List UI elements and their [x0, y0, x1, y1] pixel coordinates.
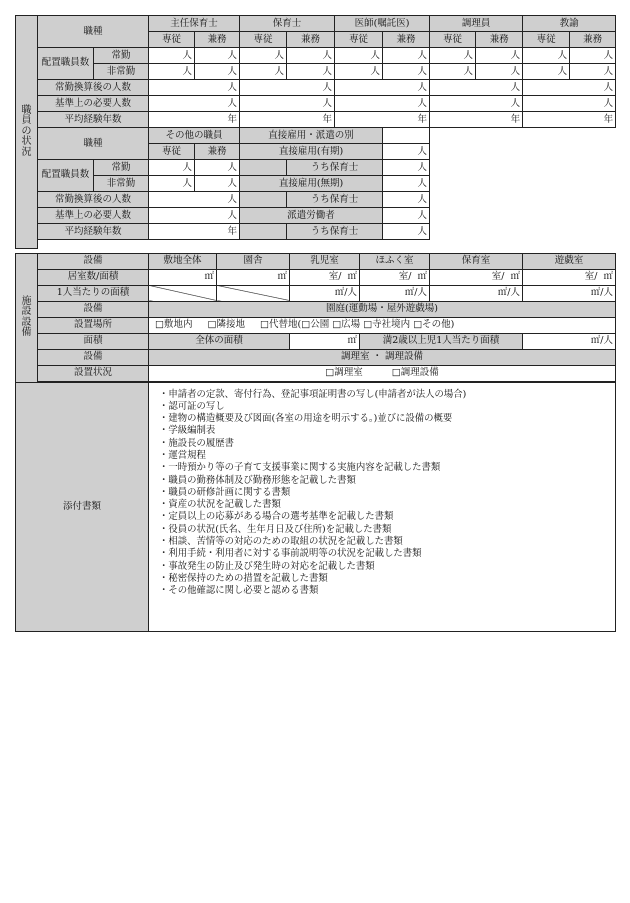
infant-room-header: 乳児室 [290, 253, 360, 269]
years-field[interactable]: 年 [430, 112, 523, 128]
indent-cell [240, 160, 287, 176]
indent-cell [240, 192, 287, 208]
attachment-item: ・ 建物の構造概要及び図面(各室の用途を明示する。)並びに設備の概要 [159, 413, 609, 425]
count-field[interactable]: 人 [383, 144, 430, 160]
area-field[interactable]: ㎡ [149, 269, 217, 285]
direct-unfixed-label: 直接雇用(無期) [240, 176, 383, 192]
rooms-area-field[interactable]: 室/ ㎡ [430, 269, 523, 285]
age2-area-label: 満2歳以上児1人当たり面積 [360, 333, 523, 349]
dual-duty-header: 兼務 [287, 32, 335, 48]
rooms-area-field[interactable]: 室/ ㎡ [360, 269, 430, 285]
attachment-item: ・ 資産の状況を記載した書類 [159, 499, 609, 511]
crawl-room-header: ほふく室 [360, 253, 430, 269]
area-label: 面積 [38, 333, 149, 349]
play-room-header: 遊戯室 [523, 253, 616, 269]
count-field[interactable]: 人 [383, 160, 430, 176]
direct-dispatch-header: 直接雇用・派遣の別 [240, 128, 383, 144]
count-field[interactable]: 人 [383, 64, 430, 80]
job-header: 医師(嘱託医) [335, 16, 430, 32]
attachment-item: ・ 利用手続・利用者に対する事前説明等の状況を記載した書類 [159, 548, 609, 560]
count-field[interactable]: 人 [476, 48, 523, 64]
checkbox-kitchen-equipment[interactable]: □調理設備 [391, 367, 439, 379]
count-field[interactable]: 人 [570, 48, 616, 64]
count-field[interactable]: 人 [430, 48, 476, 64]
per-person-field[interactable]: ㎡/人 [360, 285, 430, 301]
nursery-room-header: 保育室 [430, 253, 523, 269]
count-field[interactable]: 人 [523, 48, 570, 64]
fulltime-header: 専従 [430, 32, 476, 48]
attachment-item: ・ その他確認に関し必要と認める書類 [159, 585, 609, 597]
count-field[interactable]: 人 [430, 96, 523, 112]
attachment-item: ・ 相談、苦情等の対応のための取組の状況を記載した書類 [159, 536, 609, 548]
facility-section-label: 施 設 設 備 [16, 253, 38, 382]
per-person-field[interactable]: ㎡/人 [523, 285, 616, 301]
checkbox-kitchen-room[interactable]: □調理室 [325, 367, 363, 379]
count-field[interactable]: 人 [195, 48, 240, 64]
total-area-field[interactable]: ㎡ [290, 333, 360, 349]
count-field[interactable]: 人 [383, 224, 430, 240]
count-field[interactable]: 人 [383, 176, 430, 192]
kitchen-title: 調理室 ・ 調理設備 [149, 349, 616, 365]
count-field[interactable]: 人 [240, 96, 335, 112]
years-field[interactable]: 年 [149, 112, 240, 128]
count-field[interactable]: 人 [383, 48, 430, 64]
location-options [149, 317, 616, 333]
dual-duty-header: 兼務 [195, 32, 240, 48]
area-field[interactable]: ㎡ [217, 269, 290, 285]
application-sheet [15, 15, 615, 632]
count-field[interactable]: 人 [430, 80, 523, 96]
not-applicable-cell [149, 285, 217, 301]
count-field[interactable]: 人 [149, 176, 195, 192]
fulltime-header: 専従 [335, 32, 383, 48]
job-header: 保育士 [240, 16, 335, 32]
count-field[interactable]: 人 [570, 64, 616, 80]
count-field[interactable]: 人 [240, 80, 335, 96]
avg-years-label: 平均経験年数 [38, 112, 149, 128]
blank-area [430, 128, 616, 249]
count-field[interactable]: 人 [335, 48, 383, 64]
direct-fixed-label: 直接雇用(有期) [240, 144, 383, 160]
fulltime-header: 専従 [523, 32, 570, 48]
job-type-header: 職種 [38, 128, 149, 160]
equipment-label: 設備 [38, 349, 149, 365]
total-area-label: 全体の面積 [149, 333, 290, 349]
count-field[interactable]: 人 [287, 64, 335, 80]
count-field[interactable]: 人 [149, 80, 240, 96]
converted-count-label: 常勤換算後の人数 [38, 192, 149, 208]
job-header: 教諭 [523, 16, 616, 32]
count-field[interactable]: 人 [523, 80, 616, 96]
years-field[interactable]: 年 [149, 224, 240, 240]
checkbox-adjacent[interactable]: □隣接地 [207, 319, 245, 331]
setup-status-label: 設置状況 [38, 365, 149, 381]
dual-duty-header: 兼務 [570, 32, 616, 48]
count-field[interactable]: 人 [335, 80, 430, 96]
regular-label: 常勤 [94, 160, 149, 176]
attachment-item: ・ 職員の勤務体制及び勤務形態を記載した書類 [159, 475, 609, 487]
indent-cell [240, 224, 287, 240]
building-header: 園舎 [217, 253, 290, 269]
count-field[interactable]: 人 [523, 96, 616, 112]
count-field[interactable]: 人 [476, 64, 523, 80]
required-count-label: 基準上の必要人数 [38, 96, 149, 112]
attachment-item: ・ 事故発生の防止及び発生時の対応を記載した書類 [159, 561, 609, 573]
job-header: 主任保育士 [149, 16, 240, 32]
attachment-item: ・ 運営規程 [159, 450, 609, 462]
per-person-field[interactable]: ㎡/人 [430, 285, 523, 301]
count-field[interactable]: 人 [149, 64, 195, 80]
years-field[interactable]: 年 [523, 112, 616, 128]
count-field[interactable]: 人 [523, 64, 570, 80]
fulltime-header: 専従 [149, 144, 195, 160]
attachment-item: ・ 秘密保持のための措置を記載した書類 [159, 573, 609, 585]
staff-section-label: 職 員 の 状 況 [16, 16, 38, 249]
attachment-item: ・ 定員以上の応募がある場合の選考基準を記載した書類 [159, 511, 609, 523]
job-type-header: 職種 [38, 16, 149, 48]
rooms-area-label: 居室数/面積 [38, 269, 149, 285]
attachment-item: ・ 職員の研修計画に関する書類 [159, 487, 609, 499]
rooms-area-field[interactable]: 室/ ㎡ [290, 269, 360, 285]
converted-count-label: 常勤換算後の人数 [38, 80, 149, 96]
kitchen-options [149, 365, 616, 381]
direct-dispatch-blank [383, 128, 430, 144]
attachment-item: ・ 施設長の履歴書 [159, 438, 609, 450]
attachment-item: ・ 申請者の定款、寄付行為、登記事項証明書の写し(申請者が法人の場合) [159, 389, 609, 401]
of-which-nursery-label: うち保育士 [287, 160, 383, 176]
attachment-item: ・ 一時預かり等の子育て支援事業に関する実施内容を記載した書類 [159, 462, 609, 474]
checkbox-alternative[interactable]: □代替地(□公園 □広場 □寺社境内 □その他) [260, 319, 455, 331]
rooms-area-field[interactable]: 室/ ㎡ [523, 269, 616, 285]
attachments-list [159, 389, 609, 598]
of-which-nursery-label: うち保育士 [287, 192, 383, 208]
count-field[interactable]: 人 [383, 192, 430, 208]
nonregular-label: 非常勤 [94, 176, 149, 192]
equipment-label: 設備 [38, 253, 149, 269]
other-staff-header: その他の職員 [149, 128, 240, 144]
attachment-item: ・ 役員の状況(氏名、生年月日及び住所)を記載した書類 [159, 524, 609, 536]
count-field[interactable]: 人 [240, 48, 287, 64]
count-field[interactable]: 人 [195, 64, 240, 80]
attachments-list-cell [149, 382, 616, 631]
years-field[interactable]: 年 [240, 112, 335, 128]
job-header: 調理員 [430, 16, 523, 32]
of-which-nursery-label: うち保育士 [287, 224, 383, 240]
regular-label: 常勤 [94, 48, 149, 64]
assigned-staff-label: 配置職員数 [38, 48, 94, 80]
per-person-area-label: 1人当たりの面積 [38, 285, 149, 301]
fulltime-header: 専従 [240, 32, 287, 48]
count-field[interactable]: 人 [335, 96, 430, 112]
dual-duty-header: 兼務 [383, 32, 430, 48]
count-field[interactable]: 人 [149, 192, 240, 208]
count-field[interactable]: 人 [195, 160, 240, 176]
site-total-header: 敷地全体 [149, 253, 217, 269]
count-field[interactable]: 人 [335, 64, 383, 80]
nonregular-label: 非常勤 [94, 64, 149, 80]
equipment-label: 設備 [38, 301, 149, 317]
attachment-item: ・ 学級編制表 [159, 425, 609, 437]
count-field[interactable]: 人 [149, 208, 240, 224]
count-field[interactable]: 人 [287, 48, 335, 64]
avg-years-label: 平均経験年数 [38, 224, 149, 240]
dispatched-label: 派遣労働者 [240, 208, 383, 224]
staff-facility-table [15, 15, 616, 253]
fulltime-header: 専従 [149, 32, 195, 48]
dual-duty-header: 兼務 [476, 32, 523, 48]
count-field[interactable]: 人 [149, 48, 195, 64]
required-count-label: 基準上の必要人数 [38, 208, 149, 224]
attachment-item: ・ 認可証の写し [159, 401, 609, 413]
checkbox-on-site[interactable]: □敷地内 [155, 319, 193, 331]
yard-title: 園庭(運動場・屋外遊戯場) [149, 301, 616, 317]
facility-table [15, 253, 616, 632]
years-field[interactable]: 年 [335, 112, 430, 128]
per-person-field[interactable]: ㎡/人 [290, 285, 360, 301]
attachments-label: 添付書類 [16, 382, 149, 631]
count-field[interactable]: 人 [149, 160, 195, 176]
count-field[interactable]: 人 [383, 208, 430, 224]
not-applicable-cell [217, 285, 290, 301]
count-field[interactable]: 人 [195, 176, 240, 192]
count-field[interactable]: 人 [430, 64, 476, 80]
count-field[interactable]: 人 [149, 96, 240, 112]
location-label: 設置場所 [38, 317, 149, 333]
dual-duty-header: 兼務 [195, 144, 240, 160]
count-field[interactable]: 人 [240, 64, 287, 80]
age2-area-field[interactable]: ㎡/人 [523, 333, 616, 349]
assigned-staff-label: 配置職員数 [38, 160, 94, 192]
